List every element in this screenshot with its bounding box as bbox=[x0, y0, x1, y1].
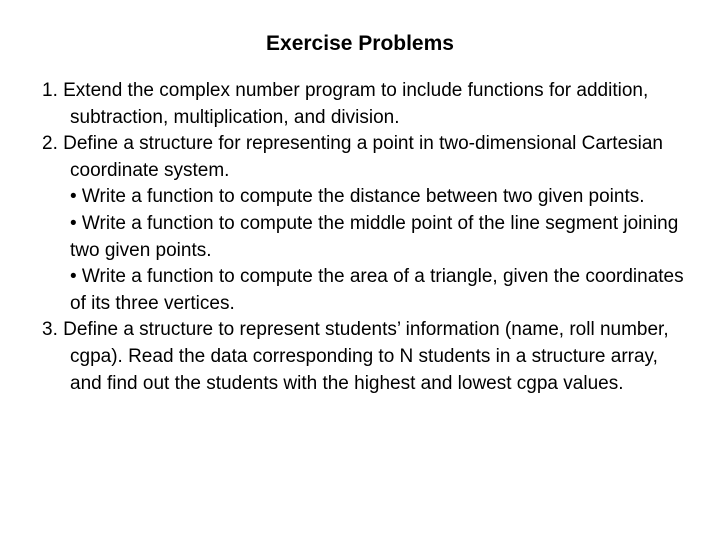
exercise-subitem-distance: • Write a function to compute the distance between two given points. bbox=[70, 186, 645, 208]
exercise-list bbox=[42, 78, 692, 397]
exercise-item-3: 3. Define a structure to represent students’ information (name, roll number, cgpa). Read the data corresponding to N students in a structure array, and find out the students with the highest and lowest cgpa values. bbox=[42, 319, 669, 394]
slide-title: Exercise Problems bbox=[266, 32, 454, 55]
exercise-item-2: 2. Define a structure for representing a point in two-dimensional Cartesian coordinate system. bbox=[42, 133, 663, 181]
exercise-subitem-triangle-area: • Write a function to compute the area of a triangle, given the coordinates of its three vertices. bbox=[70, 266, 684, 314]
exercise-subitem-midpoint: • Write a function to compute the middle point of the line segment joining two given points. bbox=[70, 212, 679, 261]
exercise-item-1: 1. Extend the complex number program to include functions for addition, subtraction, multiplication, and division. bbox=[42, 80, 649, 128]
